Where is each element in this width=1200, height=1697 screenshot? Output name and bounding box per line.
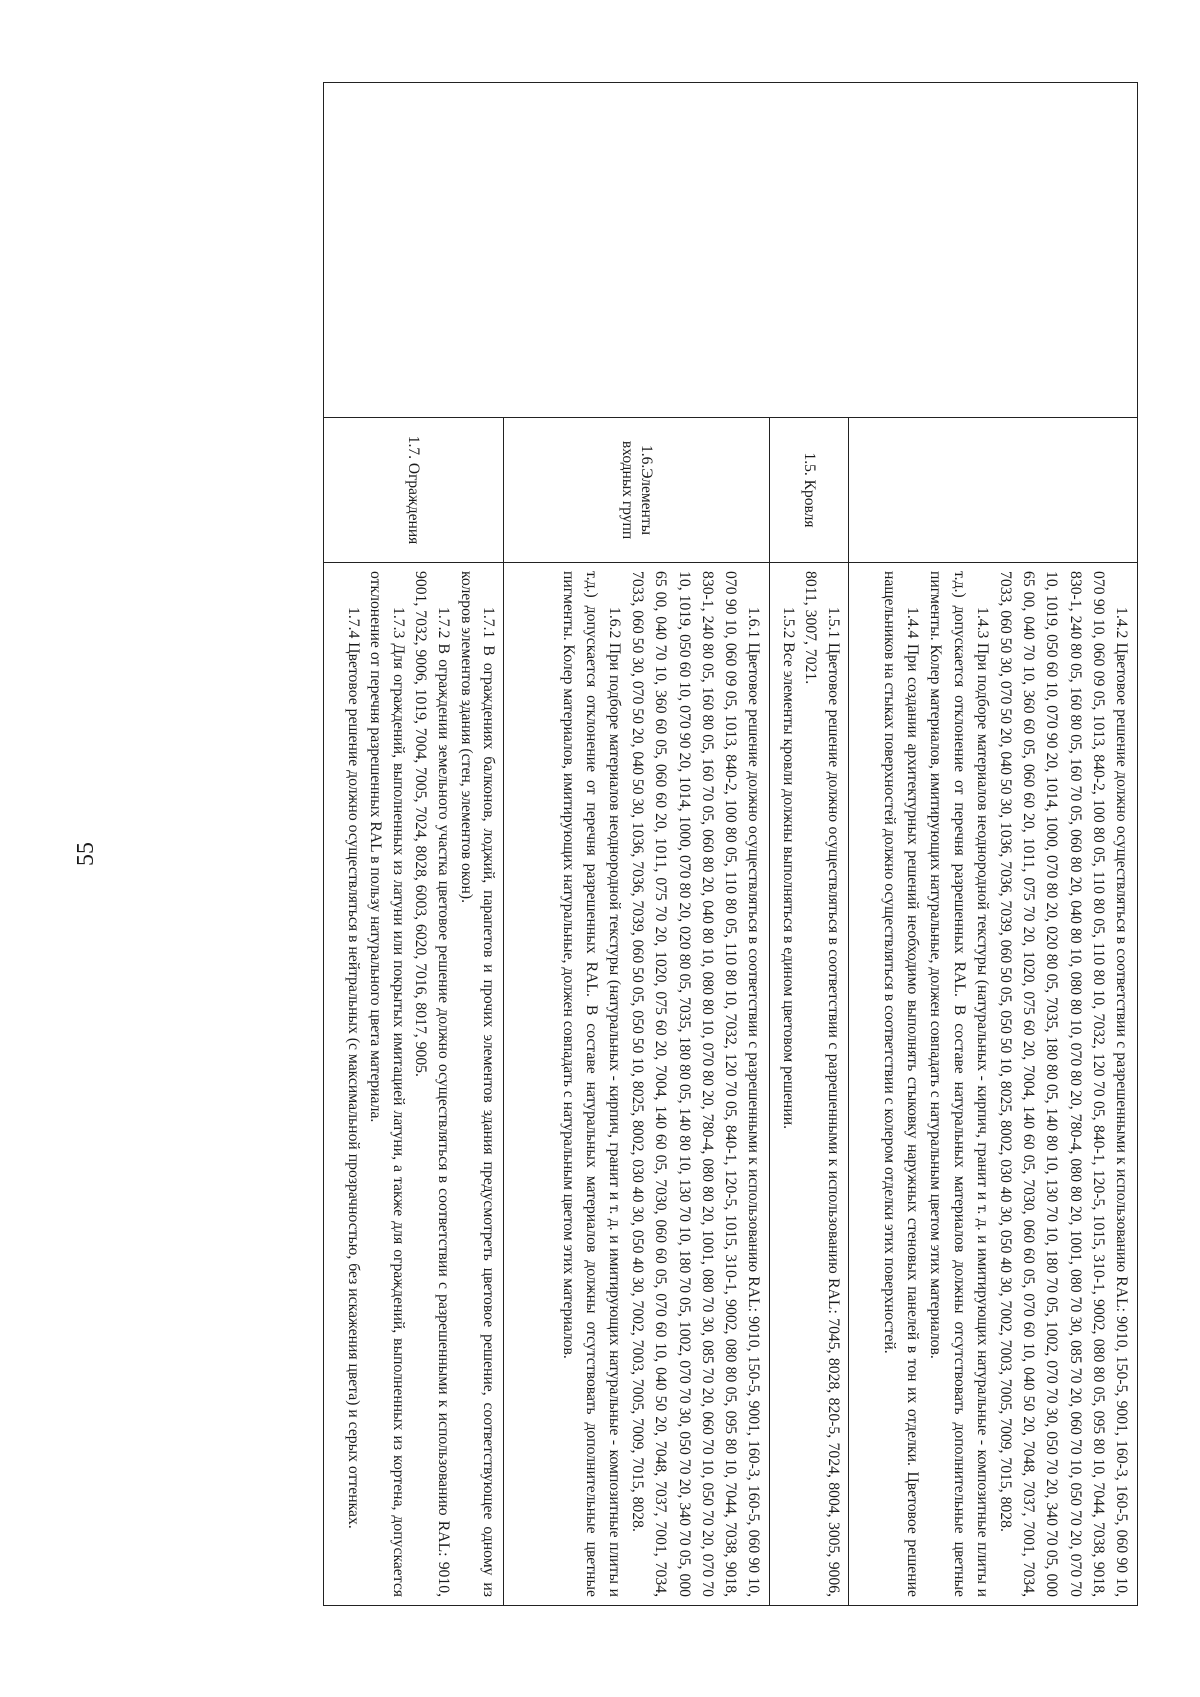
row-content: [849, 563, 1138, 1606]
paragraph: 1.7.2 В ограждении земельного участка цветовое решение должно осуществляться в соответствии с разрешенными к использованию RAL: 9010, 9001, 7032, 9006, 1019, 7004, 7005, 7024, 8028, 6003, 6020, 7016, 8017, 9005.: [412, 571, 453, 1597]
paragraph: 1.4.4 При создании архитектурных решений необходимо выполнять стыковку наружных стеновых панелей в тон их отделки. Цветовое решение нащельников на стыках поверхностей должно осуществляться в соответствии с колером отделки этих поверхностей.: [880, 571, 922, 1597]
table-row: [849, 83, 1138, 1606]
row-label: 1.5. Кровля: [770, 418, 849, 563]
page-number: 55: [73, 842, 99, 866]
color-requirements-table: [323, 82, 1138, 1606]
empty-column-cell: [324, 83, 1138, 418]
row-content: [770, 563, 849, 1606]
paragraph: 1.7.1 В ограждениях балконов, лоджий, парапетов и прочих элементов здания предусмотреть цветовое решение, соответствующее одному из колеров элементов здания (стен, элементов окон).: [457, 571, 498, 1597]
paragraph: 1.5.1 Цветовое решение должно осуществляться в соответствии с разрешенными к использованию RAL: 7045, 8028, 820-5, 7024, 8004, 3005, 9006, 8011, 3007, 7021.: [802, 571, 842, 1597]
paragraph: 1.7.4 Цветовое решение должно осуществляться в нейтральных (с максимальной прозрачностью, без искажения цвета) и серых оттенках.: [344, 607, 362, 1529]
row-label: 1.7. Ограждения: [324, 418, 504, 563]
row-content: [324, 563, 504, 1606]
row-label: 1.6.Элементы входных групп: [504, 418, 770, 563]
paragraph: 1.5.2 Все элементы кровли должны выполняться в едином цветовом решении.: [779, 607, 797, 1130]
row-label: [849, 418, 1138, 563]
paragraph: 1.6.1 Цветовое решение должно осуществляться в соответствии с разрешенными к использованию RAL: 9010, 150-5, 9001, 160-3, 160-5, 060 90 10, 070 90 10, 060 09 05, 1013, 840-2, 100 80 05, 110 80 05, 110 80 10, 7032, 120 70 05, 840-1, 120-5, 1015, 310-1, 9002, 080 80 05, 095 80 10, 7044, 7038, 9018, 830-1, 240 80 05, 160 80 05, 160 70 05, 060 80 20, 040 80 10, 080 80 10, 070 80 20, 780-4, 080 80 20, 1001, 080 70 30, 085 70 20, 060 70 10, 050 70 20, 070 70 10, 1019, 050 60 10, 070 90 20, 1014, 1000, 070 80 20, 020 80 05, 7035, 180 80 05, 140 80 10, 130 70 10, 180 70 05, 1002, 070 70 30, 050 70 20, 340 70 05, 000 65 00, 040 70 10, 360 60 05, 060 60 20, 1011, 075 70 20, 1020, 075 60 20, 7004, 140 60 05, 7030, 060 60 05, 070 60 10, 040 50 20, 7048, 7037, 7001, 7034, 7033, 060 50 30, 070 50 20, 040 50 30, 1036, 7036, 7039, 060 50 05, 050 50 10, 8025, 8002, 030 40 30, 050 40 30, 7002, 7003, 7005, 7009, 7015, 8028.: [629, 571, 763, 1597]
row-content: [504, 563, 770, 1606]
rotated-document: [218, 82, 1138, 1605]
paragraph: 1.7.3 Для ограждений, выполненных из латуни или покрытых имитацией латуни, а также для ограждений, выполненных из кортена, допускается отклонение от перечня разрешенных RAL в пользу натурального цвета материала.: [367, 571, 407, 1597]
paragraph: 1.6.2 При подборе материалов неоднородной текстуры (натуральных - кирпич, гранит и т. д. и имитирующих натуральные - композитные плиты и т.д.) допускается отклонение от перечня разрешенных RAL. В составе натуральных материалов должны отсутствовать дополнительные цветные пигменты. Колер материалов, имитирующих натуральные, должен совпадать с натуральным цветом этих материалов.: [559, 571, 623, 1597]
paragraph: 1.4.2 Цветовое решение должно осуществляться в соответствии с разрешенными к использованию RAL: 9010, 150-5, 9001, 160-3, 160-5, 060 90 10, 070 90 10, 060 09 05, 1013, 840-2, 100 80 05, 110 80 05, 110 80 10, 7032, 120 70 05, 840-1, 120-5, 1015, 310-1, 9002, 080 80 05, 095 80 10, 7044, 7038, 9018, 830-1, 240 80 05, 160 80 05, 160 70 05, 060 80 20, 040 80 10, 080 80 10, 070 80 20, 780-4, 080 80 20, 1001, 080 70 30, 085 70 20, 060 70 10, 050 70 20, 070 70 10, 1019, 050 60 10, 070 90 20, 1014, 1000, 070 80 20, 020 80 05, 7035, 180 80 05, 140 80 10, 130 70 10, 180 70 05, 1002, 070 70 30, 050 70 20, 340 70 05, 000 65 00, 040 70 10, 360 60 05, 060 60 20, 1011, 075 70 20, 1020, 075 60 20, 7004, 140 60 05, 7030, 060 60 05, 070 60 10, 040 50 20, 7048, 7037, 7001, 7034, 7033, 060 50 30, 070 50 20, 040 50 30, 1036, 7036, 7039, 060 50 05, 050 50 10, 8025, 8002, 030 40 30, 050 40 30, 7002, 7003, 7005, 7009, 7015, 8028.: [996, 571, 1130, 1597]
paragraph: 1.4.3 При подборе материалов неоднородной текстуры (натуральных - кирпич, гранит и т. д. и имитирующих натуральные - композитные плиты и т.д.) допускается отклонение от перечня разрешенных RAL. В составе натуральных материалов должны отсутствовать дополнительные цветные пигменты. Колер материалов, имитирующих натуральные, должен совпадать с натуральным цветом этих материалов.: [927, 571, 991, 1597]
